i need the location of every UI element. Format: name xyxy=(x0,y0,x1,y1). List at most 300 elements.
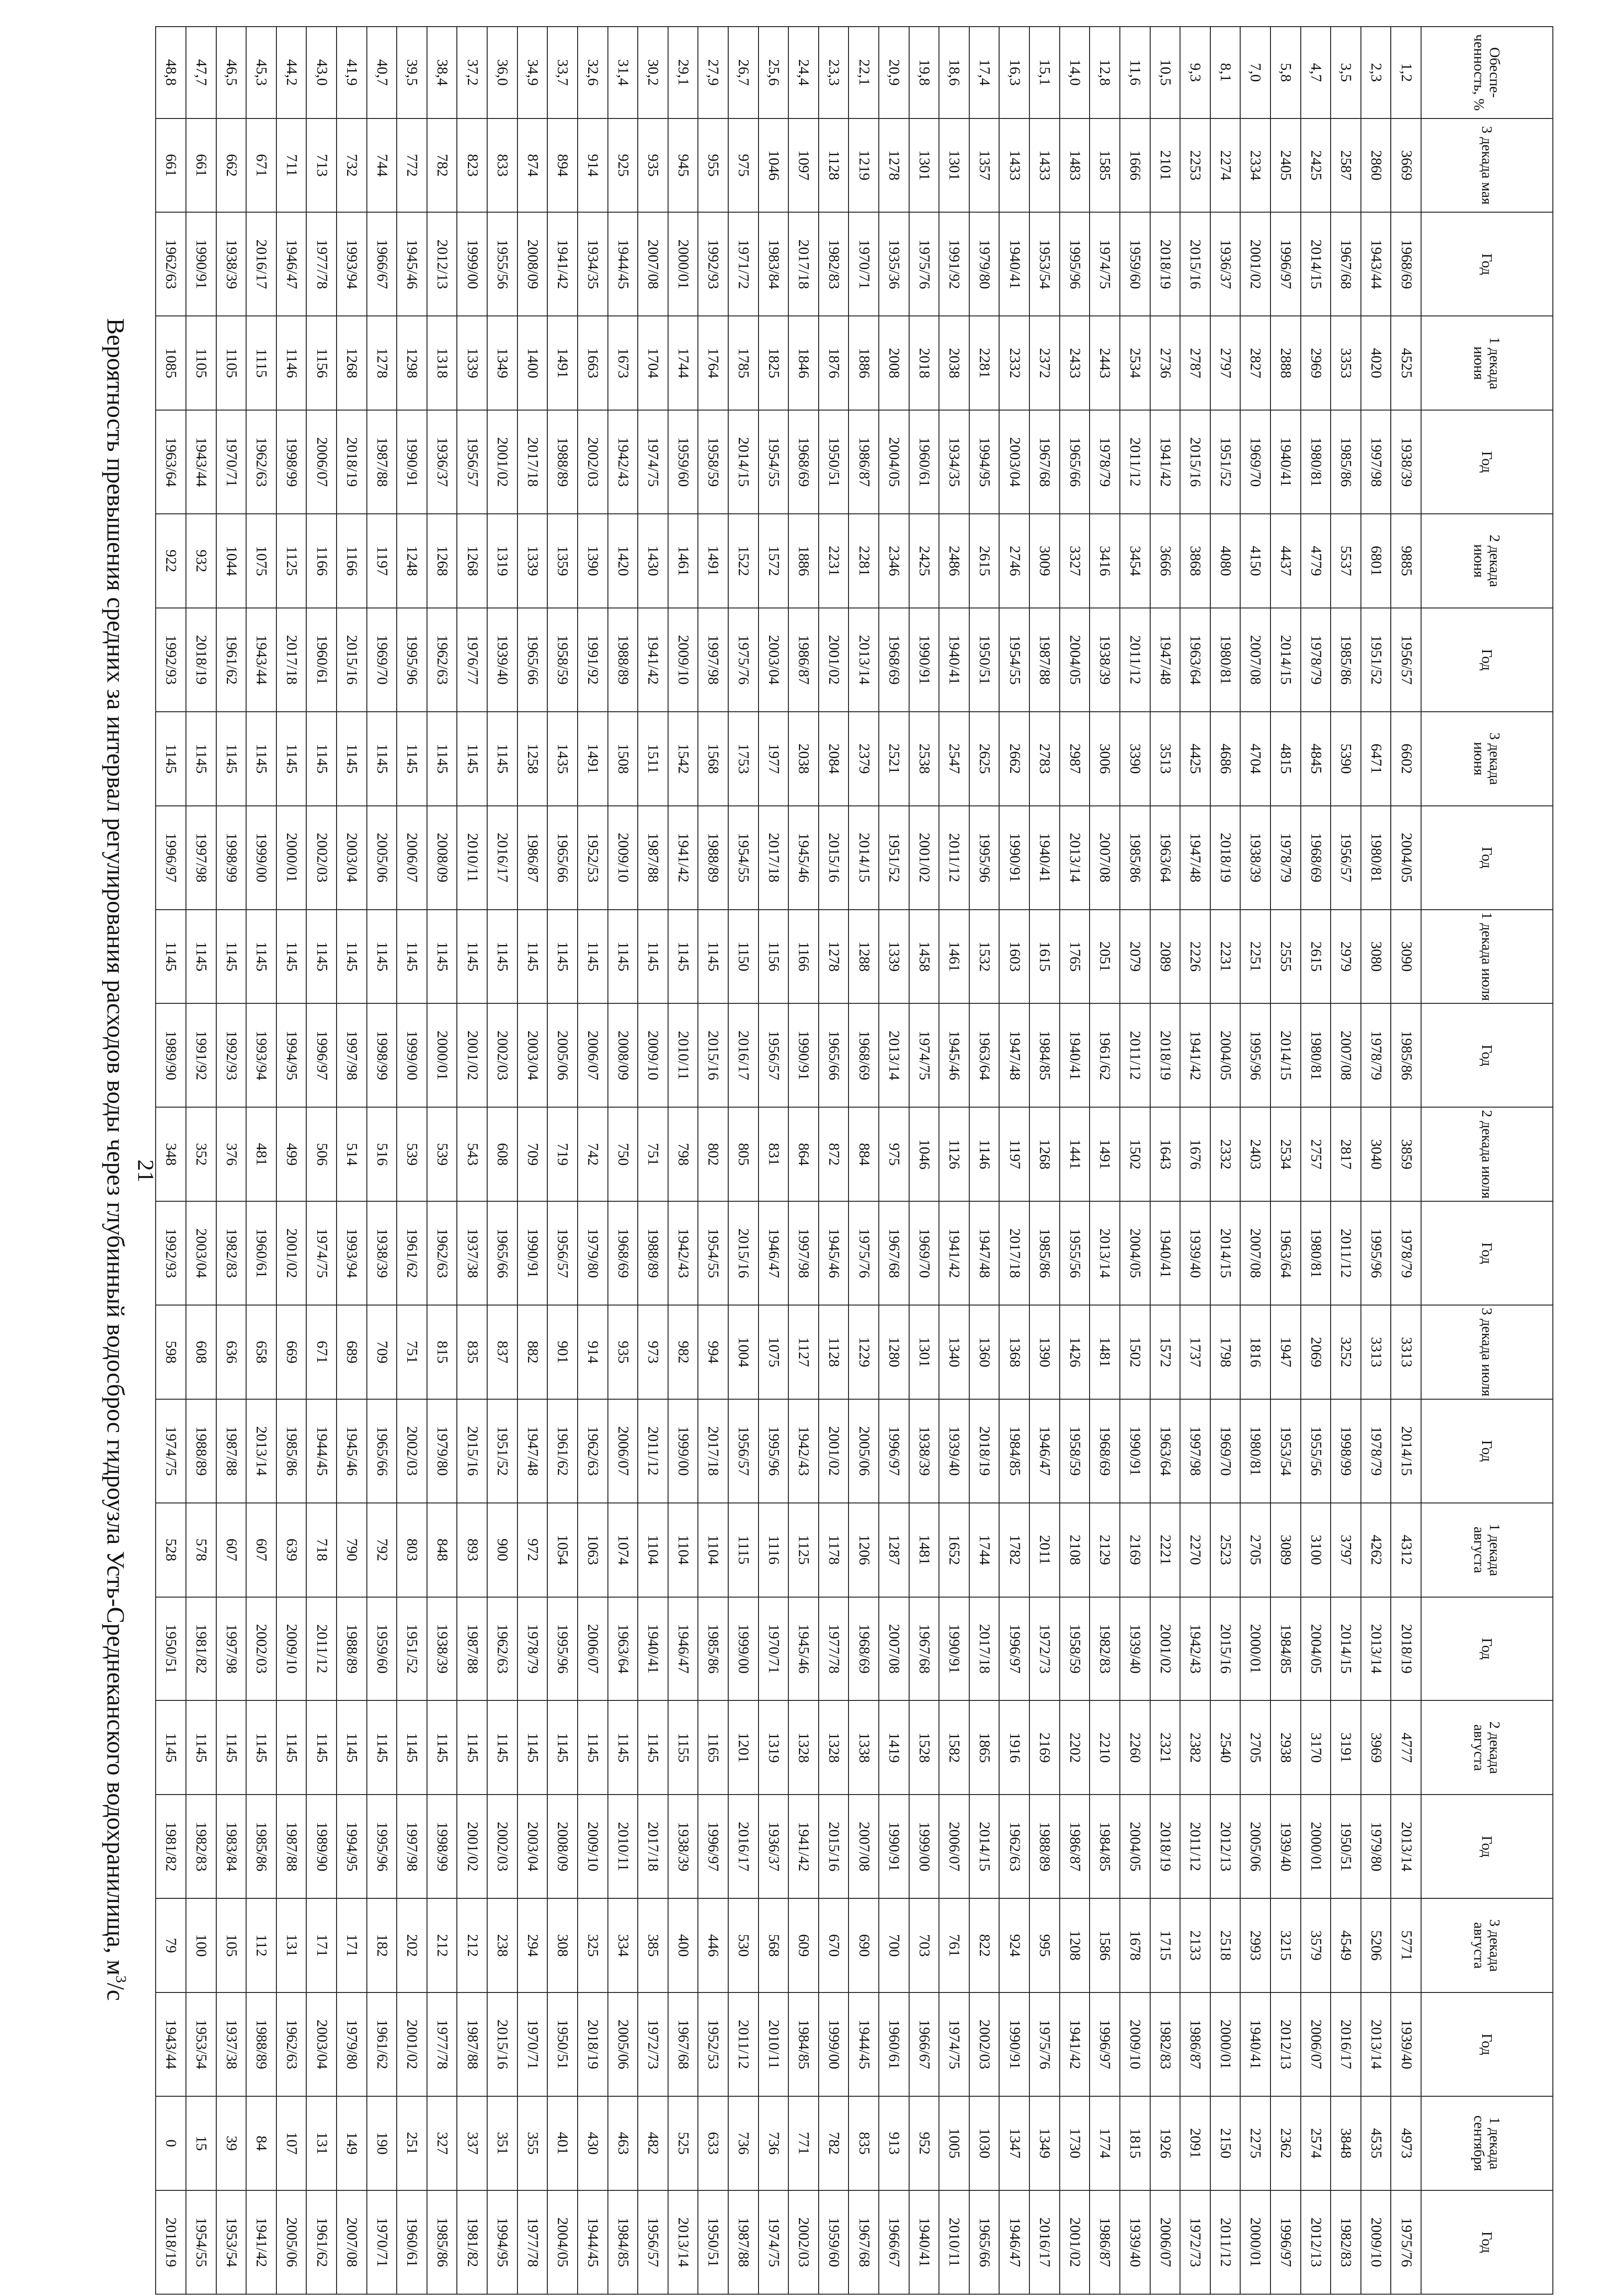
year-cell: 1995/96 xyxy=(759,1399,789,1503)
discharge-cell: 327 xyxy=(427,2096,457,2190)
year-cell: 1962/63 xyxy=(578,1399,608,1503)
year-cell: 1956/57 xyxy=(547,1201,578,1305)
year-cell: 2016/17 xyxy=(1331,1992,1361,2096)
discharge-cell: 1301 xyxy=(939,118,969,213)
discharge-cell: 1603 xyxy=(999,910,1029,1004)
year-cell: 1997/98 xyxy=(397,1795,427,1898)
discharge-cell: 2008 xyxy=(879,316,909,410)
year-cell: 1987/88 xyxy=(276,1795,307,1898)
discharge-cell: 1349 xyxy=(1029,2096,1060,2190)
discharge-cell: 1298 xyxy=(397,316,427,410)
year-cell: 1967/68 xyxy=(1029,410,1060,514)
probability-cell: 14,0 xyxy=(1060,27,1090,118)
year-cell: 1999/00 xyxy=(246,806,276,910)
discharge-cell: 1125 xyxy=(276,514,307,608)
year-cell: 1980/81 xyxy=(1301,1201,1331,1305)
discharge-cell: 1178 xyxy=(819,1503,849,1597)
discharge-cell: 1542 xyxy=(668,712,698,806)
discharge-cell: 6602 xyxy=(1391,712,1421,806)
discharge-cell: 1339 xyxy=(517,514,548,608)
discharge-cell: 1127 xyxy=(788,1305,819,1399)
year-cell: 1947/48 xyxy=(1180,806,1210,910)
discharge-cell: 607 xyxy=(246,1503,276,1597)
discharge-cell: 2443 xyxy=(1090,316,1120,410)
column-header: 1 декада июня xyxy=(1421,316,1553,410)
year-cell: 1972/73 xyxy=(638,1992,668,2096)
discharge-cell: 1044 xyxy=(216,514,247,608)
discharge-cell: 107 xyxy=(276,2096,307,2190)
table-row xyxy=(216,27,247,2294)
year-cell: 1996/97 xyxy=(1270,2190,1301,2294)
year-cell: 2011/12 xyxy=(1120,410,1150,514)
year-cell: 1950/51 xyxy=(156,1597,186,1701)
discharge-cell: 2987 xyxy=(1060,712,1090,806)
discharge-cell: 2521 xyxy=(879,712,909,806)
year-cell: 1956/57 xyxy=(457,410,488,514)
discharge-cell: 1145 xyxy=(698,910,728,1004)
table-row xyxy=(1331,27,1361,2294)
year-cell: 1941/42 xyxy=(547,212,578,316)
discharge-cell: 1145 xyxy=(487,712,517,806)
year-cell: 1965/66 xyxy=(1060,410,1090,514)
year-cell: 2004/05 xyxy=(879,410,909,514)
discharge-cell: 1030 xyxy=(969,2096,1000,2190)
year-cell: 2016/17 xyxy=(728,1795,759,1898)
discharge-cell: 598 xyxy=(156,1305,186,1399)
discharge-cell: 884 xyxy=(849,1107,879,1201)
year-cell: 1938/39 xyxy=(1391,410,1421,514)
year-cell: 1991/92 xyxy=(578,608,608,712)
year-cell: 2009/10 xyxy=(1361,2190,1391,2294)
discharge-cell: 1104 xyxy=(698,1503,728,1597)
discharge-cell: 2403 xyxy=(1240,1107,1270,1201)
year-cell: 2011/12 xyxy=(638,1399,668,1503)
discharge-cell: 639 xyxy=(276,1503,307,1597)
discharge-cell: 1673 xyxy=(608,316,638,410)
discharge-cell: 1165 xyxy=(698,1700,728,1795)
year-cell: 1996/97 xyxy=(879,1399,909,1503)
discharge-cell: 1145 xyxy=(397,1700,427,1795)
year-cell: 1941/42 xyxy=(1180,1003,1210,1107)
discharge-cell: 994 xyxy=(698,1305,728,1399)
year-cell: 2017/18 xyxy=(999,1201,1029,1305)
year-cell: 1960/61 xyxy=(909,410,939,514)
year-cell: 1968/69 xyxy=(1301,806,1331,910)
discharge-cell: 2746 xyxy=(999,514,1029,608)
probability-cell: 36,0 xyxy=(487,27,517,118)
year-cell: 2001/02 xyxy=(457,1003,488,1107)
year-cell: 1968/69 xyxy=(788,410,819,514)
discharge-cell: 3848 xyxy=(1331,2096,1361,2190)
discharge-cell: 2169 xyxy=(1120,1503,1150,1597)
discharge-cell: 751 xyxy=(397,1305,427,1399)
discharge-cell: 3416 xyxy=(1090,514,1120,608)
discharge-cell: 3040 xyxy=(1361,1107,1391,1201)
discharge-cell: 2150 xyxy=(1210,2096,1241,2190)
column-header: Год xyxy=(1421,212,1553,316)
discharge-cell: 1278 xyxy=(367,316,397,410)
discharge-cell: 1704 xyxy=(638,316,668,410)
year-cell: 1951/52 xyxy=(487,1399,517,1503)
year-cell: 1947/48 xyxy=(999,1003,1029,1107)
discharge-cell: 1046 xyxy=(759,118,789,213)
year-cell: 1993/94 xyxy=(337,1201,367,1305)
probability-cell: 11,6 xyxy=(1120,27,1150,118)
year-cell: 1988/89 xyxy=(186,1399,216,1503)
year-cell: 1956/57 xyxy=(1331,806,1361,910)
discharge-cell: 1156 xyxy=(306,316,337,410)
discharge-cell: 2270 xyxy=(1180,1503,1210,1597)
probability-cell: 18,6 xyxy=(939,27,969,118)
table-row xyxy=(1120,27,1150,2294)
discharge-cell: 2574 xyxy=(1301,2096,1331,2190)
year-cell: 1988/89 xyxy=(698,806,728,910)
discharge-cell: 3313 xyxy=(1391,1305,1421,1399)
table-row xyxy=(879,27,909,2294)
year-cell: 1968/69 xyxy=(608,1201,638,1305)
discharge-cell: 1846 xyxy=(788,316,819,410)
discharge-cell: 805 xyxy=(728,1107,759,1201)
discharge-cell: 1643 xyxy=(1150,1107,1180,1201)
discharge-cell: 539 xyxy=(397,1107,427,1201)
discharge-cell: 1730 xyxy=(1060,2096,1090,2190)
year-cell: 1938/39 xyxy=(668,1795,698,1898)
year-cell: 2013/14 xyxy=(849,608,879,712)
year-cell: 2012/13 xyxy=(427,212,457,316)
probability-cell: 46,5 xyxy=(216,27,247,118)
year-cell: 1978/79 xyxy=(1090,410,1120,514)
year-cell: 1975/76 xyxy=(849,1201,879,1305)
year-cell: 1992/93 xyxy=(156,1201,186,1305)
year-cell: 2015/16 xyxy=(457,1399,488,1503)
year-cell: 1999/00 xyxy=(668,1399,698,1503)
year-cell: 1977/78 xyxy=(819,1597,849,1701)
discharge-cell: 351 xyxy=(487,2096,517,2190)
year-cell: 1963/64 xyxy=(1270,1201,1301,1305)
discharge-cell: 1104 xyxy=(668,1503,698,1597)
discharge-cell: 1502 xyxy=(1120,1305,1150,1399)
discharge-cell: 1105 xyxy=(186,316,216,410)
discharge-cell: 1197 xyxy=(999,1107,1029,1201)
discharge-cell: 1145 xyxy=(397,712,427,806)
year-cell: 2000/01 xyxy=(668,212,698,316)
discharge-cell: 803 xyxy=(397,1503,427,1597)
discharge-cell: 732 xyxy=(337,118,367,213)
discharge-cell: 2362 xyxy=(1270,2096,1301,2190)
table-row xyxy=(759,27,789,2294)
discharge-cell: 1145 xyxy=(517,1700,548,1795)
discharge-cell: 2129 xyxy=(1090,1503,1120,1597)
year-cell: 1954/55 xyxy=(759,410,789,514)
year-cell: 2007/08 xyxy=(879,1597,909,1701)
discharge-cell: 1268 xyxy=(457,514,488,608)
year-cell: 2015/16 xyxy=(1180,410,1210,514)
year-cell: 2000/01 xyxy=(1210,1992,1241,2096)
year-cell: 1978/79 xyxy=(1391,1201,1421,1305)
discharge-cell: 1145 xyxy=(367,1700,397,1795)
discharge-cell: 1145 xyxy=(156,712,186,806)
year-cell: 1965/66 xyxy=(819,1003,849,1107)
discharge-cell: 1328 xyxy=(819,1700,849,1795)
discharge-cell: 782 xyxy=(427,118,457,213)
discharge-cell: 1744 xyxy=(668,316,698,410)
probability-cell: 2,3 xyxy=(1361,27,1391,118)
year-cell: 2017/18 xyxy=(759,806,789,910)
year-cell: 1952/53 xyxy=(698,1992,728,2096)
discharge-cell: 709 xyxy=(517,1107,548,1201)
table-body xyxy=(156,27,1421,2294)
discharge-cell: 3170 xyxy=(1301,1700,1331,1795)
year-cell: 1986/87 xyxy=(1090,2190,1120,2294)
discharge-cell: 608 xyxy=(487,1107,517,1201)
discharge-cell: 3080 xyxy=(1361,910,1391,1004)
discharge-cell: 1359 xyxy=(547,514,578,608)
discharge-cell: 1145 xyxy=(367,910,397,1004)
discharge-cell: 3100 xyxy=(1301,1503,1331,1597)
year-cell: 1999/00 xyxy=(457,212,488,316)
year-cell: 1938/39 xyxy=(367,1201,397,1305)
year-cell: 1974/75 xyxy=(1090,212,1120,316)
year-cell: 1960/61 xyxy=(879,1992,909,2096)
year-cell: 1978/79 xyxy=(1270,806,1301,910)
discharge-cell: 2108 xyxy=(1060,1503,1090,1597)
year-cell: 2008/09 xyxy=(547,1795,578,1898)
year-cell: 2004/05 xyxy=(1391,806,1421,910)
discharge-cell: 2538 xyxy=(909,712,939,806)
discharge-cell: 2226 xyxy=(1180,910,1210,1004)
year-cell: 1986/87 xyxy=(788,608,819,712)
year-cell: 1980/81 xyxy=(1301,410,1331,514)
discharge-cell: 1145 xyxy=(578,910,608,1004)
discharge-cell: 893 xyxy=(457,1503,488,1597)
discharge-cell: 1568 xyxy=(698,712,728,806)
discharge-cell: 1145 xyxy=(246,712,276,806)
year-cell: 1939/40 xyxy=(487,608,517,712)
discharge-cell: 972 xyxy=(517,1503,548,1597)
year-cell: 2018/19 xyxy=(969,1399,1000,1503)
discharge-cell: 1532 xyxy=(969,910,1000,1004)
discharge-cell: 2275 xyxy=(1240,2096,1270,2190)
discharge-cell: 636 xyxy=(216,1305,247,1399)
year-cell: 2002/03 xyxy=(246,1597,276,1701)
discharge-cell: 4425 xyxy=(1180,712,1210,806)
discharge-cell: 952 xyxy=(909,2096,939,2190)
year-cell: 1990/91 xyxy=(879,1795,909,1898)
year-cell: 1956/57 xyxy=(638,2190,668,2294)
discharge-cell: 1666 xyxy=(1120,118,1150,213)
year-cell: 1945/46 xyxy=(337,1399,367,1503)
probability-cell: 10,5 xyxy=(1150,27,1180,118)
column-header: Год xyxy=(1421,1795,1553,1898)
year-cell: 1979/80 xyxy=(1361,1795,1391,1898)
year-cell: 1994/95 xyxy=(276,1003,307,1107)
year-cell: 1987/88 xyxy=(457,1597,488,1701)
discharge-cell: 112 xyxy=(246,1898,276,1992)
discharge-cell: 337 xyxy=(457,2096,488,2190)
year-cell: 1997/98 xyxy=(1180,1399,1210,1503)
discharge-cell: 1278 xyxy=(879,118,909,213)
discharge-cell: 1208 xyxy=(1060,1898,1090,1992)
year-cell: 1962/63 xyxy=(246,410,276,514)
discharge-cell: 1105 xyxy=(216,316,247,410)
year-cell: 2006/07 xyxy=(306,410,337,514)
discharge-cell: 1278 xyxy=(819,910,849,1004)
year-cell: 1950/51 xyxy=(547,1992,578,2096)
discharge-cell: 1318 xyxy=(427,316,457,410)
year-cell: 1939/40 xyxy=(1120,2190,1150,2294)
discharge-cell: 2736 xyxy=(1150,316,1180,410)
year-cell: 1944/45 xyxy=(608,212,638,316)
table-row xyxy=(608,27,638,2294)
table-row xyxy=(1361,27,1391,2294)
discharge-cell: 171 xyxy=(337,1898,367,1992)
discharge-cell: 2372 xyxy=(1029,316,1060,410)
year-cell: 1992/93 xyxy=(698,212,728,316)
discharge-cell: 1926 xyxy=(1150,2096,1180,2190)
discharge-cell: 700 xyxy=(879,1898,909,1992)
year-cell: 2018/19 xyxy=(578,1992,608,2096)
year-cell: 1959/60 xyxy=(367,1597,397,1701)
discharge-cell: 608 xyxy=(186,1305,216,1399)
discharge-cell: 1125 xyxy=(788,1503,819,1597)
year-cell: 1940/41 xyxy=(1240,1992,1270,2096)
discharge-cell: 2705 xyxy=(1240,1503,1270,1597)
discharge-cell: 1339 xyxy=(879,910,909,1004)
year-cell: 1939/40 xyxy=(939,1399,969,1503)
column-header: 2 декада июня xyxy=(1421,514,1553,608)
discharge-cell: 2018 xyxy=(909,316,939,410)
table-row xyxy=(427,27,457,2294)
year-cell: 1947/48 xyxy=(969,1201,1000,1305)
column-header: 2 декада августа xyxy=(1421,1700,1553,1795)
table-row xyxy=(1029,27,1060,2294)
caption-text: Вероятность превышения средних за интервал регулирования расходов воды через глубинный водосброс гидроузла Усть-Среднеканского водохранилища, м xyxy=(102,318,129,1975)
discharge-cell: 1150 xyxy=(728,910,759,1004)
discharge-cell: 446 xyxy=(698,1898,728,1992)
year-cell: 1938/39 xyxy=(216,212,247,316)
discharge-cell: 1435 xyxy=(547,712,578,806)
year-cell: 1977/78 xyxy=(427,1992,457,2096)
discharge-cell: 1528 xyxy=(909,1700,939,1795)
discharge-cell: 514 xyxy=(337,1107,367,1201)
discharge-cell: 401 xyxy=(547,2096,578,2190)
discharge-cell: 3859 xyxy=(1391,1107,1421,1201)
year-cell: 2001/02 xyxy=(1060,2190,1090,2294)
discharge-cell: 1572 xyxy=(1150,1305,1180,1399)
year-cell: 1998/99 xyxy=(216,806,247,910)
year-cell: 1990/91 xyxy=(999,806,1029,910)
discharge-cell: 1046 xyxy=(909,1107,939,1201)
discharge-cell: 661 xyxy=(186,118,216,213)
discharge-cell: 2169 xyxy=(1029,1700,1060,1795)
discharge-cell: 2321 xyxy=(1150,1700,1180,1795)
year-cell: 1939/40 xyxy=(1391,1992,1421,2096)
year-cell: 2005/06 xyxy=(608,1992,638,2096)
year-cell: 2003/04 xyxy=(517,1795,548,1898)
discharge-cell: 182 xyxy=(367,1898,397,1992)
year-cell: 1988/89 xyxy=(1029,1795,1060,1898)
discharge-cell: 792 xyxy=(367,1503,397,1597)
discharge-cell: 1145 xyxy=(547,910,578,1004)
year-cell: 1983/84 xyxy=(759,212,789,316)
year-cell: 2003/04 xyxy=(759,608,789,712)
discharge-cell: 1916 xyxy=(999,1700,1029,1795)
discharge-cell: 835 xyxy=(457,1305,488,1399)
discharge-cell: 670 xyxy=(819,1898,849,1992)
discharge-cell: 1886 xyxy=(849,316,879,410)
year-cell: 2004/05 xyxy=(1210,1003,1241,1107)
discharge-cell: 2518 xyxy=(1210,1898,1241,1992)
discharge-cell: 1420 xyxy=(608,514,638,608)
year-cell: 1941/42 xyxy=(1150,410,1180,514)
discharge-cell: 1145 xyxy=(186,910,216,1004)
year-cell: 2017/18 xyxy=(969,1597,1000,1701)
year-cell: 2000/01 xyxy=(1240,2190,1270,2294)
year-cell: 2014/15 xyxy=(1270,1003,1301,1107)
year-cell: 2001/02 xyxy=(487,410,517,514)
column-header: Год xyxy=(1421,410,1553,514)
year-cell: 2006/07 xyxy=(1301,1992,1331,2096)
discharge-cell: 1115 xyxy=(246,316,276,410)
discharge-cell: 1145 xyxy=(638,910,668,1004)
table-row xyxy=(1240,27,1270,2294)
year-cell: 2011/12 xyxy=(1120,608,1150,712)
year-cell: 1980/81 xyxy=(1301,1003,1331,1107)
discharge-cell: 914 xyxy=(578,1305,608,1399)
year-cell: 1975/76 xyxy=(728,608,759,712)
discharge-cell: 3454 xyxy=(1120,514,1150,608)
discharge-cell: 3090 xyxy=(1391,910,1421,1004)
year-cell: 1970/71 xyxy=(849,212,879,316)
year-cell: 1951/52 xyxy=(1210,410,1241,514)
year-cell: 1940/41 xyxy=(1270,410,1301,514)
year-cell: 1952/53 xyxy=(578,806,608,910)
discharge-cell: 3006 xyxy=(1090,712,1120,806)
discharge-cell: 79 xyxy=(156,1898,186,1992)
discharge-cell: 39 xyxy=(216,2096,247,2190)
discharge-cell: 578 xyxy=(186,1503,216,1597)
table-row xyxy=(1210,27,1241,2294)
year-cell: 2005/06 xyxy=(367,806,397,910)
discharge-cell: 2969 xyxy=(1301,316,1331,410)
discharge-cell: 761 xyxy=(939,1898,969,1992)
discharge-cell: 1508 xyxy=(608,712,638,806)
year-cell: 1982/83 xyxy=(1331,2190,1361,2294)
year-cell: 1965/66 xyxy=(487,1201,517,1305)
discharge-cell: 975 xyxy=(728,118,759,213)
year-cell: 1963/64 xyxy=(1150,1399,1180,1503)
column-header: Год xyxy=(1421,2190,1553,2294)
discharge-cell: 1145 xyxy=(487,1700,517,1795)
caption-unit-superscript: 3 xyxy=(112,1975,129,1983)
year-cell: 2017/18 xyxy=(517,410,548,514)
discharge-cell: 1145 xyxy=(306,712,337,806)
discharge-cell: 1145 xyxy=(216,1700,247,1795)
year-cell: 1934/35 xyxy=(578,212,608,316)
year-cell: 1963/64 xyxy=(1150,806,1180,910)
year-cell: 1940/41 xyxy=(1060,1003,1090,1107)
year-cell: 2005/06 xyxy=(849,1399,879,1503)
discharge-cell: 3353 xyxy=(1331,316,1361,410)
year-cell: 1970/71 xyxy=(759,1597,789,1701)
discharge-cell: 1116 xyxy=(759,1503,789,1597)
table-row xyxy=(1301,27,1331,2294)
discharge-cell: 2615 xyxy=(969,514,1000,608)
year-cell: 2003/04 xyxy=(337,806,367,910)
discharge-cell: 1145 xyxy=(186,712,216,806)
discharge-cell: 3390 xyxy=(1120,712,1150,806)
discharge-cell: 100 xyxy=(186,1898,216,1992)
